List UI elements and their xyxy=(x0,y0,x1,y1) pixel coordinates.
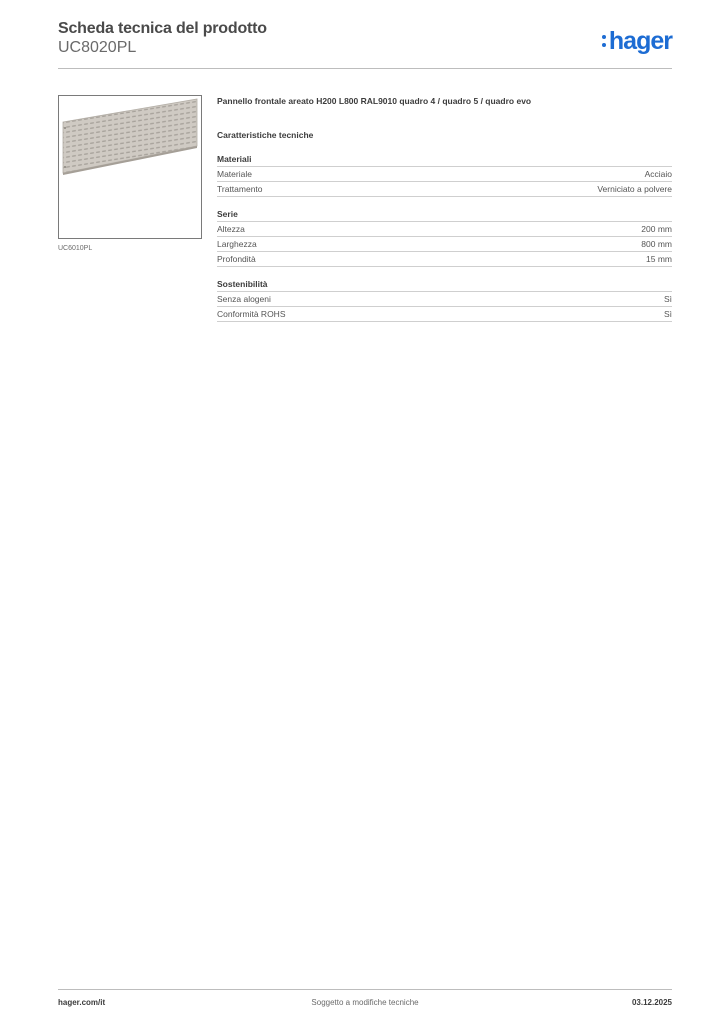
spec-value: Verniciato a polvere xyxy=(597,184,672,194)
spec-row-conformita-rohs xyxy=(217,307,672,322)
spec-group-title-materiali: Materiali xyxy=(217,154,672,167)
page-header xyxy=(58,20,672,70)
header-divider xyxy=(58,68,672,69)
spec-label: Conformità ROHS xyxy=(217,309,286,319)
footer-divider xyxy=(58,989,672,990)
spec-value: Sì xyxy=(663,309,672,319)
spec-group-title-serie: Serie xyxy=(217,209,672,222)
hager-logo xyxy=(602,28,672,54)
ventilated-panel-image-icon xyxy=(59,96,201,238)
product-image-frame xyxy=(58,95,202,239)
logo-colon-icon xyxy=(602,34,607,48)
product-description: Pannello frontale areato H200 L800 RAL9010 quadro 4 / quadro 5 / quadro evo xyxy=(217,96,532,106)
page-title: Scheda tecnica del prodotto xyxy=(58,20,267,37)
spec-row-materiale xyxy=(217,167,672,182)
spec-value: Acciaio xyxy=(644,169,672,179)
footer-notice: Soggetto a modifiche tecniche xyxy=(311,998,419,1007)
spec-label: Altezza xyxy=(217,224,245,234)
image-caption: UC6010PL xyxy=(58,245,93,252)
spec-row-larghezza xyxy=(217,237,672,252)
spec-label: Materiale xyxy=(217,169,252,179)
spec-value: 800 mm xyxy=(641,239,672,249)
spec-value: Sì xyxy=(663,294,672,304)
product-details xyxy=(217,96,672,322)
specs-heading: Caratteristiche tecniche xyxy=(217,130,314,140)
logo-text: hager xyxy=(608,27,672,55)
product-code: UC8020PL xyxy=(58,39,137,56)
spec-value: 15 mm xyxy=(646,254,672,264)
spec-label: Profondità xyxy=(217,254,256,264)
spec-group-title-sostenibilita: Sostenibilità xyxy=(217,279,672,292)
spec-row-altezza xyxy=(217,222,672,237)
footer-date: 03.12.2025 xyxy=(631,998,672,1007)
spec-value: 200 mm xyxy=(641,224,672,234)
spec-row-trattamento xyxy=(217,182,672,197)
spec-label: Senza alogeni xyxy=(217,294,271,304)
footer-website-link[interactable]: hager.com/it xyxy=(58,998,106,1007)
spec-row-profondita xyxy=(217,252,672,267)
spec-row-senza-alogeni xyxy=(217,292,672,307)
spec-label: Trattamento xyxy=(217,184,263,194)
spec-label: Larghezza xyxy=(217,239,257,249)
